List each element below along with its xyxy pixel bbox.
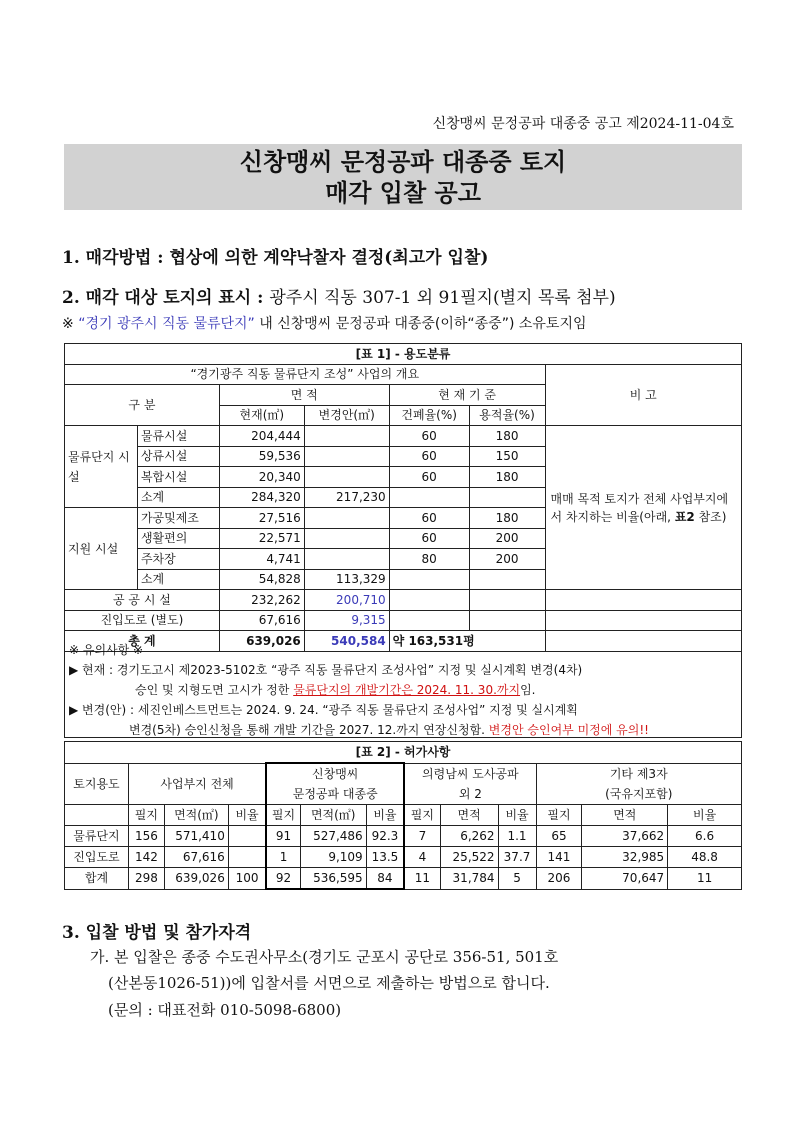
cell: 527,486 <box>300 826 366 847</box>
cell-now: 284,320 <box>219 487 304 508</box>
cell: 141 <box>536 847 582 868</box>
title-line-1: 신창맹씨 문정공파 대종중 토지 <box>239 148 567 176</box>
cell-now: 4,741 <box>219 549 304 570</box>
row-name: 가공및제조 <box>137 508 219 529</box>
empty-cell <box>389 610 469 631</box>
empty-cell <box>65 805 129 826</box>
cell: 6.6 <box>668 826 742 847</box>
notes-title: ※ 유의사항 ※ <box>69 643 144 657</box>
table1-remark-header: 비 고 <box>545 364 741 426</box>
cell: 25,522 <box>440 847 498 868</box>
section-1 <box>62 243 488 268</box>
cell: 37.7 <box>498 847 536 868</box>
table-row <box>65 847 742 868</box>
table1-area-header: 면 적 <box>219 385 389 406</box>
title-line-2: 매각 입찰 공고 <box>325 179 481 207</box>
h-area: 면적(㎡) <box>300 805 366 826</box>
cell-far: 150 <box>469 446 545 467</box>
cell: 571,410 <box>164 826 228 847</box>
cell: 91 <box>266 826 300 847</box>
cell-far: 200 <box>469 528 545 549</box>
notes-line-1: ▶ 현재 : 경기도고시 제2023-5102호 “광주 직동 물류단지 조성사업” 지정 및 실시계획 변경(4차) <box>69 663 583 677</box>
notes-line-2 <box>69 680 737 700</box>
cell-far: 180 <box>469 508 545 529</box>
table1-now-header: 현재(㎡) <box>219 405 304 426</box>
cell: 298 <box>128 868 164 890</box>
cell-changed: 113,329 <box>304 569 389 590</box>
table1-caption: [표 1] - 용도분류 <box>65 344 742 365</box>
cell-now: 27,516 <box>219 508 304 529</box>
cell: 70,647 <box>582 868 668 890</box>
cell-now: 67,616 <box>219 610 304 631</box>
cell-bcr: 60 <box>389 446 469 467</box>
cell: 6,262 <box>440 826 498 847</box>
cell: 92 <box>266 868 300 890</box>
cell-far: 180 <box>469 426 545 447</box>
cell: 11 <box>668 868 742 890</box>
table2-etc-header-1: 기타 제3자 <box>536 763 741 784</box>
cell-bcr: 80 <box>389 549 469 570</box>
cell: 5 <box>498 868 536 890</box>
cell: 32,985 <box>582 847 668 868</box>
row-name: 주차장 <box>137 549 219 570</box>
table1-far-header: 용적율(%) <box>469 405 545 426</box>
row-use: 물류단지 <box>65 826 129 847</box>
total-now: 639,026 <box>219 631 304 652</box>
note-highlight: “경기 광주시 직동 물류단지” <box>78 316 255 332</box>
total-label: 총 계 <box>65 631 220 652</box>
row-name: 상류시설 <box>137 446 219 467</box>
cell-changed <box>304 508 389 529</box>
cell-bcr: 60 <box>389 467 469 488</box>
section-2 <box>62 283 616 308</box>
cell: 100 <box>228 868 266 890</box>
h-lots: 필지 <box>404 805 440 826</box>
cell <box>228 847 266 868</box>
notes-line-4 <box>69 720 737 740</box>
h-ratio: 비율 <box>366 805 404 826</box>
cell: 13.5 <box>366 847 404 868</box>
cell: 67,616 <box>164 847 228 868</box>
h-lots: 필지 <box>536 805 582 826</box>
empty-cell <box>469 590 545 611</box>
bid-method-line-2: (산본동1026-51))에 입찰서를 서면으로 제출하는 방법으로 합니다. <box>108 974 550 992</box>
cell-far: 200 <box>469 549 545 570</box>
table2-use-header: 토지용도 <box>65 763 129 805</box>
h-ratio: 비율 <box>498 805 536 826</box>
remark-end: 참조) <box>694 509 727 524</box>
cell-bcr: 60 <box>389 528 469 549</box>
table1-changed-header: 변경안(㎡) <box>304 405 389 426</box>
public-facilities-label: 공 공 시 설 <box>65 590 220 611</box>
cell: 37,662 <box>582 826 668 847</box>
cell: 1 <box>266 847 300 868</box>
section-2-label: 2. 매각 대상 토지의 표시 : <box>62 288 270 308</box>
row-name: 물류시설 <box>137 426 219 447</box>
table1-gubun-header: 구 분 <box>65 385 220 426</box>
cell-now: 20,340 <box>219 467 304 488</box>
row-name: 복합시설 <box>137 467 219 488</box>
row-use: 진입도로 <box>65 847 129 868</box>
cell-changed <box>304 446 389 467</box>
cell-far <box>469 569 545 590</box>
section-3-label: 3. 입찰 방법 및 참가자격 <box>62 923 252 943</box>
cell-changed: 200,710 <box>304 590 389 611</box>
table2-other-header-2: 외 2 <box>404 784 536 805</box>
section-2-note <box>62 313 587 333</box>
group-support: 지원 시설 <box>65 508 138 590</box>
empty-cell <box>545 590 741 611</box>
total-pyeong: 약 163,531평 <box>389 631 545 652</box>
table1-current-header: 현 재 기 준 <box>389 385 545 406</box>
cell: 11 <box>404 868 440 890</box>
cell-now: 232,262 <box>219 590 304 611</box>
h-lots: 필지 <box>266 805 300 826</box>
cell: 639,026 <box>164 868 228 890</box>
row-name: 생활편의 <box>137 528 219 549</box>
cell: 4 <box>404 847 440 868</box>
cell-bcr: 60 <box>389 508 469 529</box>
cell: 9,109 <box>300 847 366 868</box>
cell-changed <box>304 528 389 549</box>
table1-remark <box>545 426 741 590</box>
table2-etc-header-2: (국유지포함) <box>536 784 741 805</box>
notes-line-2a: 승인 및 지형도면 고시가 정한 <box>135 683 294 697</box>
bid-method-line-1: 가. 본 입찰은 종중 수도권사무소(경기도 군포시 공단로 356-51, 501호 <box>90 948 559 966</box>
table2-ours-header-1: 신창맹씨 <box>266 763 404 784</box>
remark-text: 매매 목적 토지가 전체 사업부지에서 차지하는 비율(아래, <box>550 491 729 524</box>
remark-bold: 표2 <box>674 509 695 524</box>
cell: 92.3 <box>366 826 404 847</box>
h-lots: 필지 <box>128 805 164 826</box>
cell: 536,595 <box>300 868 366 890</box>
cell-now: 204,444 <box>219 426 304 447</box>
note-prefix: ※ <box>62 316 79 332</box>
section-2-text: 광주시 직동 307-1 외 91필지(별지 목록 첨부) <box>269 288 616 308</box>
notice-number: 신창맹씨 문정공파 대종중 공고 제2024-11-04호 <box>432 116 734 132</box>
empty-cell <box>469 610 545 631</box>
cell: 1.1 <box>498 826 536 847</box>
cell: 156 <box>128 826 164 847</box>
table2-caption: [표 2] - 허가사항 <box>65 742 742 764</box>
notes-line-2c: 임. <box>520 683 536 697</box>
row-name: 소계 <box>137 487 219 508</box>
table2-ours-header-2: 문정공파 대종중 <box>266 784 404 805</box>
cell: 142 <box>128 847 164 868</box>
cell-changed: 217,230 <box>304 487 389 508</box>
notes-line-4b: 변경안 승인여부 미정에 유의!! <box>488 723 649 737</box>
section-1-text: 협상에 의한 계약낙찰자 결정(최고가 입찰) <box>169 248 489 268</box>
h-area: 면적 <box>440 805 498 826</box>
table-row <box>65 826 742 847</box>
row-use: 합계 <box>65 868 129 890</box>
permit-table <box>64 741 742 890</box>
cell: 48.8 <box>668 847 742 868</box>
empty-cell <box>545 610 741 631</box>
table1-bcr-header: 건폐율(%) <box>389 405 469 426</box>
table2-other-header-1: 의령남씨 도사공파 <box>404 763 536 784</box>
notes-box <box>64 638 742 738</box>
empty-cell <box>389 590 469 611</box>
cell-now: 54,828 <box>219 569 304 590</box>
h-area: 면적(㎡) <box>164 805 228 826</box>
h-area: 면적 <box>582 805 668 826</box>
cell: 206 <box>536 868 582 890</box>
cell <box>228 826 266 847</box>
table2-all-header: 사업부지 전체 <box>128 763 266 805</box>
h-ratio: 비율 <box>668 805 742 826</box>
access-road-label: 진입도로 (별도) <box>65 610 220 631</box>
page-title <box>64 144 742 210</box>
cell-far: 180 <box>469 467 545 488</box>
note-rest: 내 신창맹씨 문정공파 대종중(이하“종중”) 소유토지임 <box>254 316 587 332</box>
section-3 <box>62 918 251 943</box>
h-ratio: 비율 <box>228 805 266 826</box>
row-name: 소계 <box>137 569 219 590</box>
cell: 65 <box>536 826 582 847</box>
cell-bcr <box>389 487 469 508</box>
total-changed: 540,584 <box>304 631 389 652</box>
notes-line-4a: 변경(5차) 승인신청을 통해 개발 기간을 2027. 12.까지 연장신청함. <box>129 723 489 737</box>
cell-now: 59,536 <box>219 446 304 467</box>
cell-far <box>469 487 545 508</box>
cell-bcr: 60 <box>389 426 469 447</box>
contact-line: (문의 : 대표전화 010-5098-6800) <box>108 1001 342 1019</box>
cell-changed <box>304 467 389 488</box>
cell: 31,784 <box>440 868 498 890</box>
notes-line-3: ▶ 변경(안) : 세진인베스트먼트는 2024. 9. 24. “광주 직동 물류단지 조성사업” 지정 및 실시계획 <box>69 703 578 717</box>
section-1-label: 1. 매각방법 : <box>62 248 170 268</box>
cell: 7 <box>404 826 440 847</box>
table-row <box>65 868 742 890</box>
cell-changed <box>304 426 389 447</box>
land-use-table <box>64 343 742 652</box>
cell-now: 22,571 <box>219 528 304 549</box>
cell-bcr <box>389 569 469 590</box>
cell: 84 <box>366 868 404 890</box>
group-logistics: 물류단지 시설 <box>65 426 138 508</box>
cell-changed: 9,315 <box>304 610 389 631</box>
table1-overview: “경기광주 직동 물류단지 조성” 사업의 개요 <box>65 364 546 385</box>
notes-line-2b: 물류단지의 개발기간은 2024. 11. 30.까지 <box>293 683 521 697</box>
cell-changed <box>304 549 389 570</box>
